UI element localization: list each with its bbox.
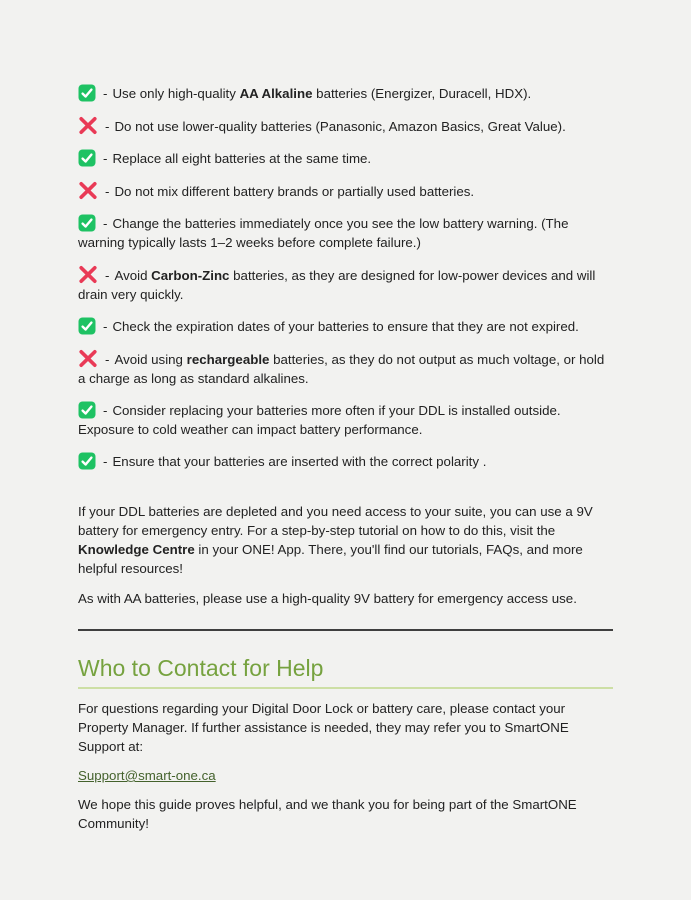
checklist-item <box>78 265 613 304</box>
text-segment: rechargeable <box>186 352 270 367</box>
document-content <box>78 84 613 833</box>
text-segment: Change the batteries immediately once you see the low battery warning. (The warning typically lasts 1–2 weeks before complete failure.) <box>78 216 569 250</box>
checklist-item <box>78 181 613 201</box>
intro-paragraph <box>78 502 613 578</box>
checklist-item-text <box>78 268 595 302</box>
section-divider <box>78 629 613 631</box>
email-line <box>78 766 613 785</box>
text-segment: batteries (Energizer, Duracell, HDX). <box>312 86 532 101</box>
text-segment: Use only high-quality <box>112 86 240 101</box>
text-segment: As with AA batteries, please use a high-quality 9V battery for emergency access use. <box>78 591 577 606</box>
dash-separator: - <box>105 184 110 199</box>
text-segment: Knowledge Centre <box>78 542 195 557</box>
text-segment: batteries, as they do not output as much voltage, or hold a charge as long as standard alkalines. <box>78 352 605 386</box>
support-email-link[interactable]: Support@smart-one.ca <box>78 768 216 783</box>
checklist-item-text <box>112 454 486 469</box>
checklist-item <box>78 149 613 168</box>
cross-icon <box>78 119 98 134</box>
checklist-item-text <box>78 352 604 386</box>
dash-separator: - <box>103 151 108 166</box>
contact-heading: Who to Contact for Help <box>78 654 613 689</box>
battery-checklist <box>78 84 613 471</box>
text-segment: AA Alkaline <box>239 86 313 101</box>
text-segment: Replace all eight batteries at the same time. <box>112 151 372 166</box>
check-icon <box>78 86 96 101</box>
dash-separator: - <box>103 86 108 101</box>
checklist-item-text <box>114 184 474 199</box>
text-segment: Check the expiration dates of your batteries to ensure that they are not expired. <box>112 319 579 334</box>
checklist-item-text <box>78 216 568 250</box>
check-icon <box>78 319 96 334</box>
text-segment: in your ONE! App. There, you'll find our tutorials, FAQs, and more helpful resources! <box>78 542 583 576</box>
dash-separator: - <box>103 319 108 334</box>
text-segment: If your DDL batteries are depleted and you need access to your suite, you can use a 9V battery for emergency entry. For a step-by-step tutorial on how to do this, visit the <box>78 504 593 538</box>
checklist-item <box>78 452 613 471</box>
checklist-item-text <box>112 319 578 334</box>
text-segment: Do not mix different battery brands or partially used batteries. <box>114 184 475 199</box>
checklist-item <box>78 116 613 136</box>
cross-icon <box>78 268 98 283</box>
checklist-item <box>78 214 613 252</box>
cross-icon <box>78 352 98 367</box>
contact-paragraph: For questions regarding your Digital Door Lock or battery care, please contact your Property Manager. If further assistance is needed, they may refer you to SmartONE Support at: <box>78 701 569 754</box>
dash-separator: - <box>103 403 108 418</box>
text-segment: Ensure that your batteries are inserted with the correct polarity . <box>112 454 487 469</box>
dash-separator: - <box>105 268 110 283</box>
text-segment: Carbon-Zinc <box>151 268 230 283</box>
checklist-item-text <box>112 151 371 166</box>
check-icon <box>78 216 96 231</box>
checklist-item-text <box>114 119 565 134</box>
intro-paragraph <box>78 589 613 608</box>
checklist-item <box>78 401 613 439</box>
dash-separator: - <box>103 454 108 469</box>
check-icon <box>78 454 96 469</box>
checklist-item <box>78 349 613 388</box>
dash-separator: - <box>105 119 110 134</box>
checklist-item <box>78 84 613 103</box>
checklist-item <box>78 317 613 336</box>
dash-separator: - <box>103 216 108 231</box>
contact-section <box>78 654 613 833</box>
dash-separator: - <box>105 352 110 367</box>
check-icon <box>78 403 96 418</box>
check-icon <box>78 151 96 166</box>
text-segment: Consider replacing your batteries more often if your DDL is installed outside. Exposure to cold weather can impact battery performance. <box>78 403 561 437</box>
text-segment: Do not use lower-quality batteries (Panasonic, Amazon Basics, Great Value). <box>114 119 566 134</box>
checklist-item-text <box>78 403 561 437</box>
text-segment: Avoid <box>114 268 152 283</box>
closing-paragraph: We hope this guide proves helpful, and we thank you for being part of the SmartONE Community! <box>78 797 577 831</box>
intro-paragraphs <box>78 502 613 608</box>
cross-icon <box>78 184 98 199</box>
checklist-item-text <box>112 86 531 101</box>
text-segment: batteries, as they are designed for low-power devices and will drain very quickly. <box>78 268 596 302</box>
text-segment: Avoid using <box>114 352 187 367</box>
